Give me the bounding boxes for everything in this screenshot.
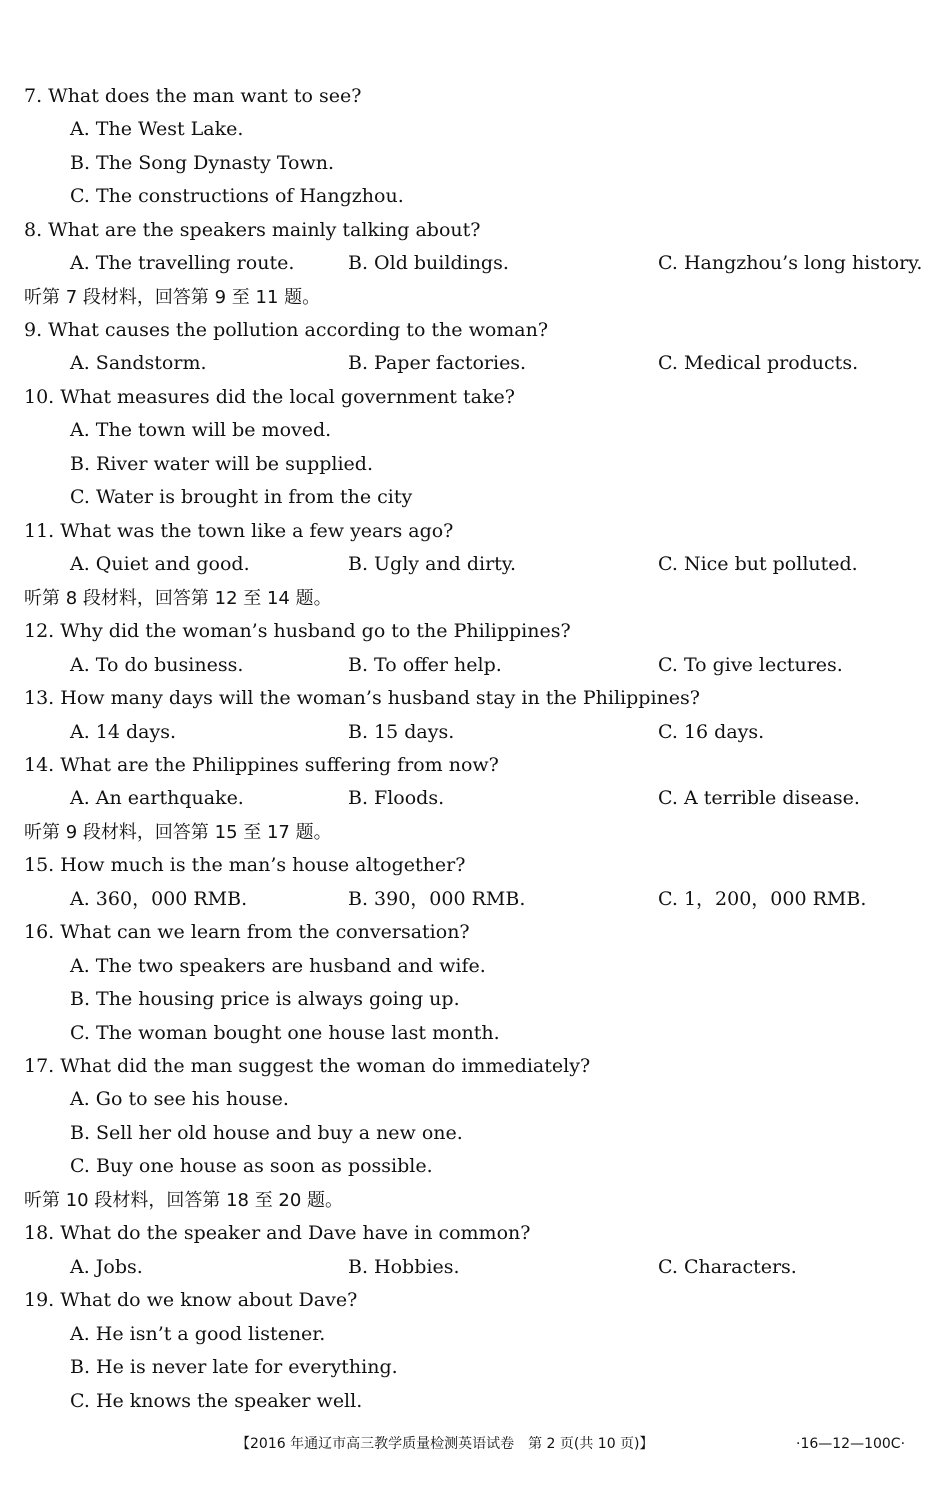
option-14c: C. A terrible disease. <box>658 787 860 809</box>
question-14: 14. What are the Philippines suffering from now? <box>24 754 499 776</box>
option-8c: C. Hangzhou’s long history. <box>658 252 923 274</box>
question-8: 8. What are the speakers mainly talking about? <box>24 219 481 241</box>
options-9 <box>70 347 930 380</box>
question-13: 13. How many days will the woman’s husband stay in the Philippines? <box>24 687 700 709</box>
question-15: 15. How much is the man’s house altogether? <box>24 854 466 876</box>
options-13 <box>70 716 930 749</box>
options-12 <box>70 649 930 682</box>
question-16: 16. What can we learn from the conversation? <box>24 921 470 943</box>
option-12a: A. To do business. <box>70 654 244 676</box>
option-15c: C. 1，200，000 RMB. <box>658 888 867 910</box>
section-heading-8: 听第 8 段材料，回答第 12 至 14 题。 <box>24 588 332 609</box>
question-10: 10. What measures did the local government take? <box>24 386 515 408</box>
option-18a: A. Jobs. <box>70 1256 143 1278</box>
option-11c: C. Nice but polluted. <box>658 553 858 575</box>
option-14a: A. An earthquake. <box>70 787 244 809</box>
option-15b: B. 390，000 RMB. <box>348 888 526 910</box>
footer-code: ·16—12—100C· <box>796 1436 906 1452</box>
option-16c: C. The woman bought one house last month. <box>70 1022 500 1044</box>
option-12c: C. To give lectures. <box>658 654 843 676</box>
option-11b: B. Ugly and dirty. <box>348 553 517 575</box>
question-17: 17. What did the man suggest the woman do immediately? <box>24 1055 591 1077</box>
option-12b: B. To offer help. <box>348 654 502 676</box>
options-15 <box>70 883 930 916</box>
page-footer <box>0 1432 950 1456</box>
question-18: 18. What do the speaker and Dave have in common? <box>24 1222 531 1244</box>
option-9c: C. Medical products. <box>658 352 859 374</box>
option-13b: B. 15 days. <box>348 721 455 743</box>
option-18c: C. Characters. <box>658 1256 797 1278</box>
option-13c: C. 16 days. <box>658 721 765 743</box>
section-heading-7: 听第 7 段材料，回答第 9 至 11 题。 <box>24 287 321 308</box>
question-11: 11. What was the town like a few years ago? <box>24 520 454 542</box>
option-8a: A. The travelling route. <box>70 252 295 274</box>
section-heading-9: 听第 9 段材料，回答第 15 至 17 题。 <box>24 822 332 843</box>
option-10b: B. River water will be supplied. <box>70 453 374 475</box>
option-9b: B. Paper factories. <box>348 352 527 374</box>
option-9a: A. Sandstorm. <box>70 352 207 374</box>
option-17a: A. Go to see his house. <box>70 1088 289 1110</box>
question-7: 7. What does the man want to see? <box>24 85 362 107</box>
option-13a: A. 14 days. <box>70 721 177 743</box>
options-14 <box>70 782 930 815</box>
option-15a: A. 360，000 RMB. <box>70 888 248 910</box>
option-18b: B. Hobbies. <box>348 1256 460 1278</box>
options-11 <box>70 548 930 581</box>
question-9: 9. What causes the pollution according to the woman? <box>24 319 549 341</box>
option-8b: B. Old buildings. <box>348 252 509 274</box>
option-19c: C. He knows the speaker well. <box>70 1390 363 1412</box>
option-19a: A. He isn’t a good listener. <box>70 1323 326 1345</box>
option-16b: B. The housing price is always going up. <box>70 988 460 1010</box>
options-18 <box>70 1251 930 1284</box>
option-7c: C. The constructions of Hangzhou. <box>70 185 404 207</box>
options-8 <box>70 247 930 280</box>
option-17b: B. Sell her old house and buy a new one. <box>70 1122 463 1144</box>
option-7b: B. The Song Dynasty Town. <box>70 152 334 174</box>
section-heading-10: 听第 10 段材料，回答第 18 至 20 题。 <box>24 1190 344 1211</box>
footer-title: 【2016 年通辽市高三教学质量检测英语试卷 第 2 页(共 10 页)】 <box>236 1436 654 1452</box>
option-11a: A. Quiet and good. <box>70 553 250 575</box>
option-10a: A. The town will be moved. <box>70 419 332 441</box>
option-16a: A. The two speakers are husband and wife. <box>70 955 486 977</box>
option-14b: B. Floods. <box>348 787 445 809</box>
option-17c: C. Buy one house as soon as possible. <box>70 1155 433 1177</box>
question-12: 12. Why did the woman’s husband go to the Philippines? <box>24 620 571 642</box>
option-19b: B. He is never late for everything. <box>70 1356 398 1378</box>
option-7a: A. The West Lake. <box>70 118 244 140</box>
option-10c: C. Water is brought in from the city <box>70 486 413 508</box>
question-19: 19. What do we know about Dave? <box>24 1289 358 1311</box>
